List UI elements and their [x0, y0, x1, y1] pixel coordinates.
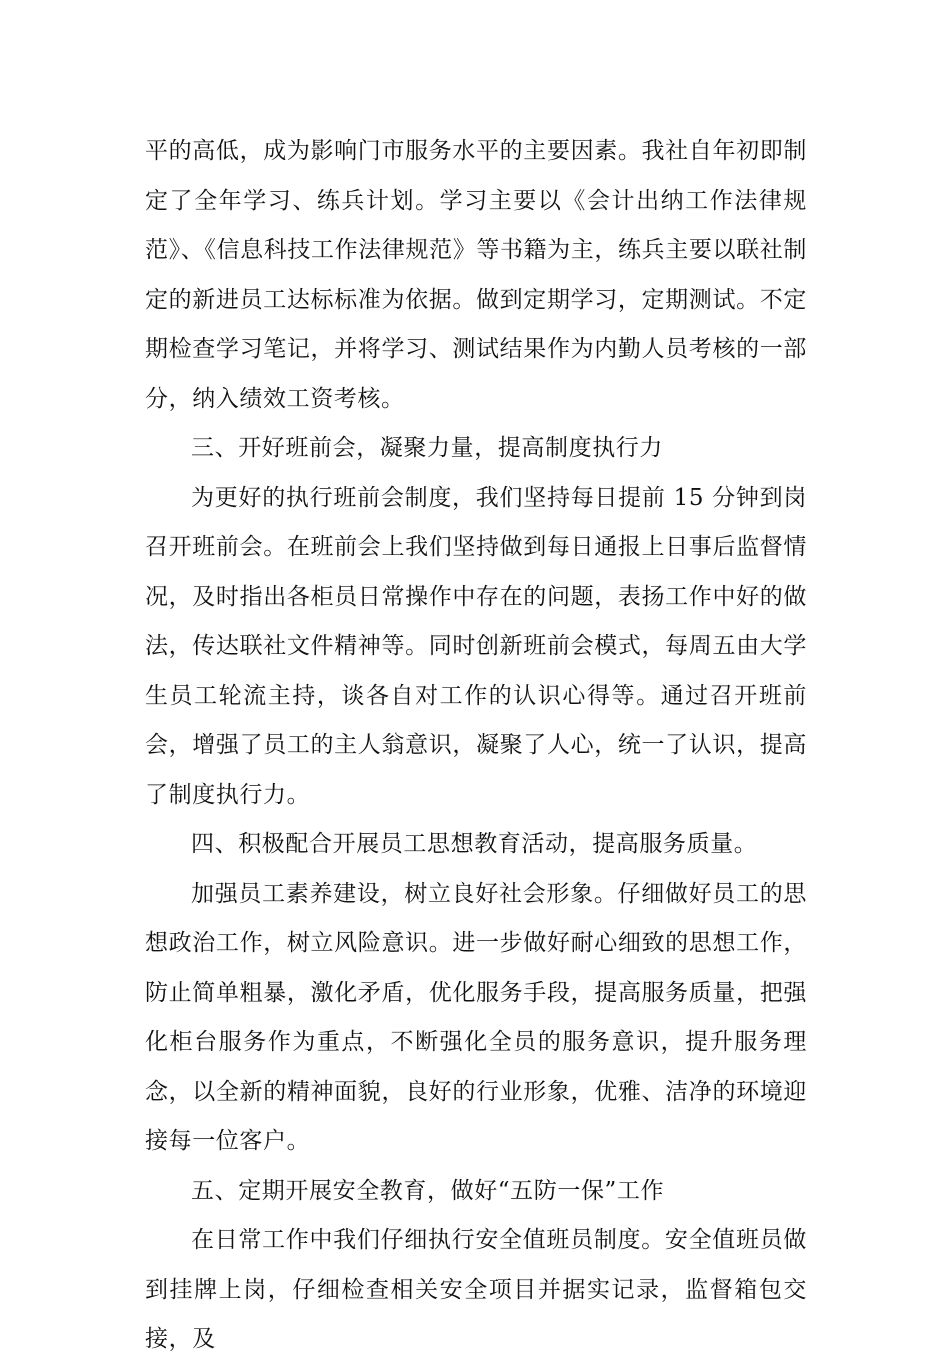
paragraph-continuation: 平的高低，成为影响门市服务水平的主要因素。我社自年初即制定了全年学习、练兵计划。学习主要以《会计出纳工作法律规范》、《信息科技工作法律规范》等书籍为主，练兵主要以联社制定的新进员工达标标准为依据。做到定期学习，定期测试。不定期检查学习笔记，并将学习、测试结果作为内勤人员考核的一部分，纳入绩效工资考核。	[145, 138, 807, 412]
paragraph-service: 加强员工素养建设，树立良好社会形象。仔细做好员工的思想政治工作，树立风险意识。进一步做好耐心细致的思想工作，防止简单粗暴，激化矛盾，优化服务手段，提高服务质量，把强化柜台服务作为重点，不断强化全员的服务意识，提升服务理念，以全新的精神面貌，良好的行业形象，优雅、洁净的环境迎接每一位客户。	[145, 880, 807, 1154]
paragraph-meeting: 为更好的执行班前会制度，我们坚持每日提前 15 分钟到岗召开班前会。在班前会上我们坚持做到每日通报上日事后监督情况，及时指出各柜员日常操作中存在的问题，表扬工作中好的做法，传达联社文件精神等。同时创新班前会模式，每周五由大学生员工轮流主持，谈各自对工作的认识心得等。通过召开班前会，增强了员工的主人翁意识，凝聚了人心，统一了认识，提高了制度执行力。	[145, 484, 807, 808]
section-heading-5: 五、定期开展安全教育，做好“五防一保”工作	[191, 1177, 665, 1204]
document-body	[145, 127, 807, 1365]
paragraph-safety: 在日常工作中我们仔细执行安全值班员制度。安全值班员做到挂牌上岗，仔细检查相关安全项目并据实记录，监督箱包交接，及	[145, 1227, 807, 1352]
section-heading-3: 三、开好班前会，凝聚力量，提高制度执行力	[191, 435, 663, 461]
section-heading-4: 四、积极配合开展员工思想教育活动，提高服务质量。	[191, 831, 758, 857]
